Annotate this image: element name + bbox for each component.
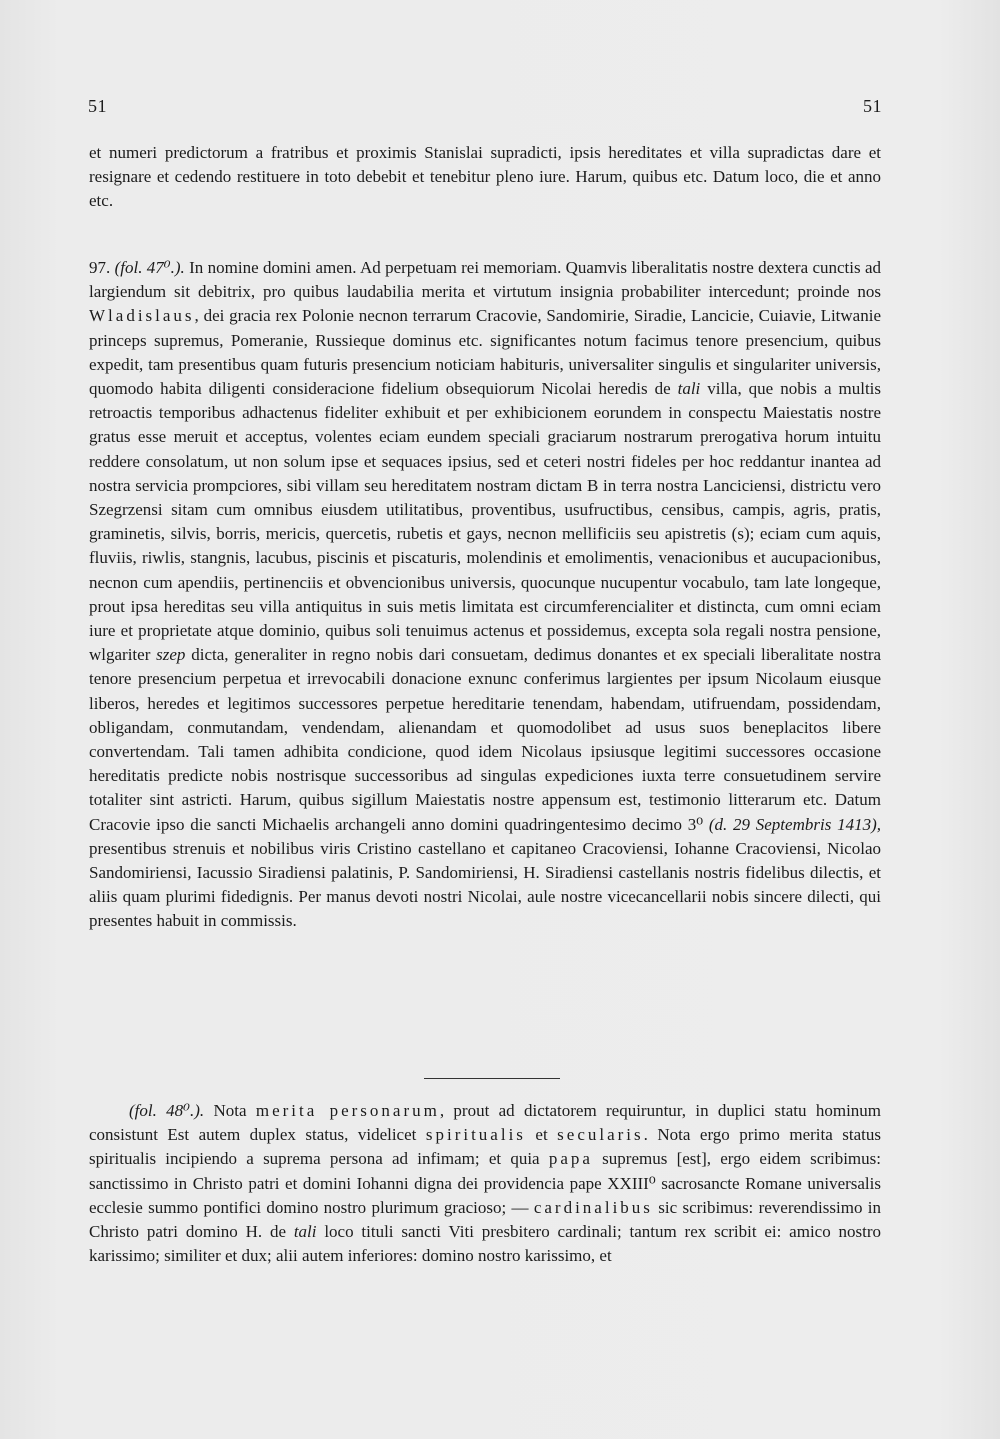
- document-98-t2: , prout ad dictatorem requiruntur, in duplici statu hominum consistunt Est autem duplex status, videlicet: [89, 1101, 882, 1145]
- page-number-left: 51: [88, 96, 107, 116]
- document-98-t1: Nota: [213, 1101, 247, 1120]
- document-98-s3: secularis: [557, 1125, 644, 1145]
- document-97-folio: (fol. 47⁰.).: [114, 258, 185, 277]
- document-97-tali: tali: [677, 379, 701, 399]
- document-97-part5: presentibus strenuis et nobilibus viris Cristino castellano et capitaneo Cracoviensi, Iohanne Cracoviensi, Nicolao Sandomiriensi, Iacussio Siradiensi palatinis, P. Sandomiriensi, H. Siradiensi castellanis nostris fidelibus dilectis, et aliis quam plurimi fidedignis. Per manus devoti nostri Nicolai, aule nostre vicecancellarii nobis sincere dilecti, qui presentes habuit in commissis.: [89, 838, 881, 931]
- document-97-szep: szep: [156, 645, 186, 665]
- document-98-t6: sic scribimus: reverendissimo in Christo patri domino H. de: [89, 1197, 882, 1242]
- section-divider: [424, 1078, 560, 1079]
- document-97: [89, 256, 881, 934]
- document-98-s5: cardinalibus: [533, 1197, 653, 1217]
- document-98-t3: et: [535, 1125, 548, 1145]
- document-98-s4: papa: [548, 1149, 593, 1169]
- page-number-right: 51: [863, 96, 882, 116]
- document-98-t4: . Nota ergo primo merita status spiritualis incipiendo a suprema persona ad infimam; et quia: [89, 1125, 882, 1169]
- document-97-part1: In nomine domini amen. Ad perpetuam rei memoriam. Quamvis liberalitatis nostre dextera cunctis ad largiendum sit debitrix, pro quibus laudabilia merita et virtutum insignia probabiliter intercedunt; proinde nos: [89, 258, 881, 302]
- document-98: [89, 1099, 881, 1268]
- document-98-s2: spiritualis: [425, 1125, 526, 1145]
- document-98-t5: supremus [est], ergo eidem scribimus: sanctissimo in Christo patri et domini Iohanni digna dei providencia pape XXIII⁰ sacrosancte Romane universalis ecclesie summo pontifici domino nostro plurimum gracioso; —: [89, 1149, 881, 1217]
- document-98-tali: tali: [293, 1222, 317, 1242]
- document-98-t7: loco tituli sancti Viti presbitero cardinali; tantum rex scribit ei: amico nostro karissimo; similiter et dux; alii autem inferiores: domino nostro karissimo, et: [89, 1222, 882, 1266]
- document-97-number: 97.: [89, 258, 111, 277]
- document-97-part4: dicta, generaliter in regno nobis dari consuetam, dedimus donantes et ex speciali liberalitate nostra tenore presencium perpetua et irrevocabili donacione exnunc conferimus largientes per ipsum Nicolaum eiusque liberos, heredes et legitimos successores perpetue hereditarie tenendam, habendam, utifruendam, possidendam, obligandam, conmutandam, vendendam, alienandam et quomodolibet ad usus suos beneplacitos libere convertendam. Tali tamen adhibita condicione, quod idem Nicolaus ipsiusque legitimi successores occasione hereditatis predicte nobis nostrisque successoribus ad singulas expediciones iuxta terre consuetudinem servire totaliter sint astricti. Harum, quibus sigillum Maiestatis nostre appensum est, testimonio litterarum etc. Datum Cracovie ipso die sancti Michaelis archangeli anno domini quadringentesimo decimo 3⁰: [89, 645, 882, 834]
- document-97-part3: villa, que nobis a multis retroactis temporibus adhactenus fideliter exhibuit et per exhibicionem eorundem in conspectu Maiestatis nostre gratus esse meruit et acceptus, volentes eciam eundem speciali graciarum nostrarum prerogativa horum intuitu reddere consolatum, ut non solum ipse et sequaces ipsius, sed et ceteri nostri fideles per hoc reddantur inantea ad nostra servicia prompciores, sibi villam seu hereditatem nostram dictam B in terra nostra Lanciciensi, districtu vero Szegrzensi sitam cum omnibus eiusdem utilitatibus, proventibus, usufructibus, censibus, campis, agris, pratis, graminetis, silvis, borris, mericis, quercetis, rubetis et gays, necnon mellificiis seu apistretis (s); eciam cum aquis, fluviis, riwlis, stangnis, lacubus, piscinis et piscaturis, molendinis et emolimentis, venacionibus et aucupacionibus, necnon cum apendiis, pertinenciis et obvencionibus universis, quocunque nucupentur vocabulo, tam late longeque, prout ipsa hereditas seu villa antiquitus in suis metis limitata est circumferencialiter et distincta, cum omni eciam iure et proprietate atque dominio, quibus soli tenuimus actenus et possidemus, excepta sola regali nostra pensione, wlgariter: [89, 379, 882, 665]
- document-97-text: [89, 256, 881, 934]
- document-98-folio: (fol. 48⁰.).: [129, 1101, 205, 1120]
- document-98-text: [89, 1099, 881, 1268]
- document-97-spaced-name: Wladislaus: [89, 306, 195, 326]
- continuation-text: et numeri predictorum a fratribus et proximis Stanislai supradicti, ipsis hereditates et villa supradictas dare et resignare et cedendo restituere in toto debebit et tenebitur pleno iure. Harum, quibus etc. Datum loco, die et anno etc.: [89, 143, 881, 211]
- document-98-s1: merita personarum: [255, 1101, 440, 1120]
- continuation-paragraph: [89, 141, 881, 214]
- document-97-date-note: (d. 29 Septembris 1413),: [708, 814, 881, 834]
- document-97-part2: , dei gracia rex Polonie necnon terrarum Cracovie, Sandomirie, Siradie, Lancicie, Cuiavie, Litwanie princeps supremus, Pomeranie, Russieque dominus etc. significantes notum facimus tenore presencium, quibus expedit, tam presentibus quam futuris presencium noticiam habituris, universaliter singulis et singulariter universis, quomodo habita diligenti consideracione fidelium obsequiorum Nicolai heredis de: [89, 306, 881, 399]
